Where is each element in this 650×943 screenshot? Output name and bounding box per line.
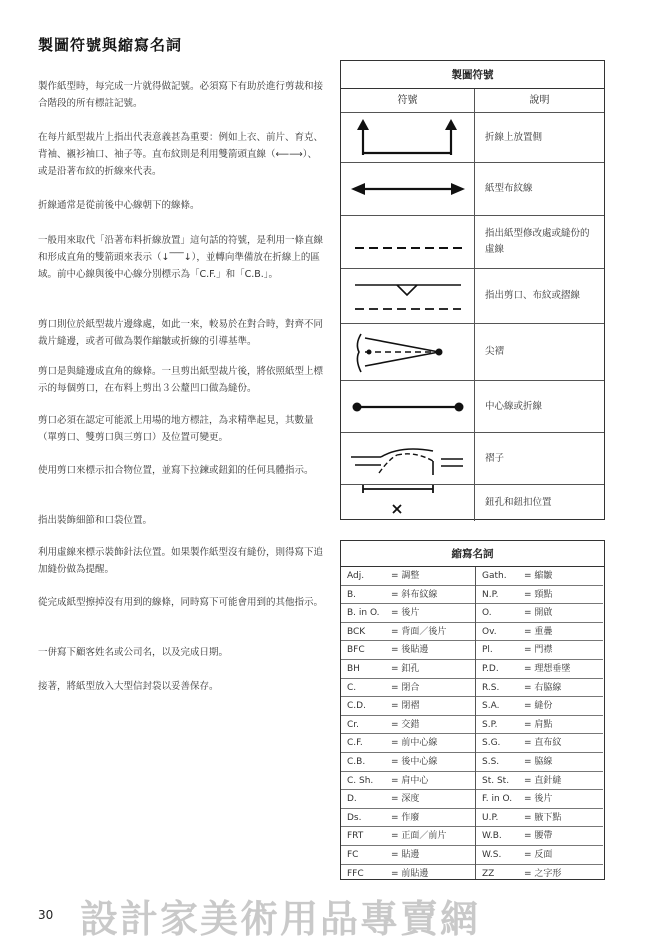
abbreviation-row — [341, 641, 475, 660]
abbreviation-meaning: = 斜布紋線 — [391, 589, 438, 600]
abbreviation-row — [341, 772, 475, 791]
abbreviation-meaning: = 閉合 — [391, 682, 420, 693]
paragraph: 剪口是與縫邊成直角的線條。一旦剪出紙型裁片後，將依照紙型上標示的每個剪口，在布料上剪出３公釐凹口做為縫份。 — [38, 366, 324, 394]
abbreviation: C. — [347, 682, 357, 693]
symbol-row — [341, 269, 604, 324]
abbreviation: Ov. — [482, 626, 497, 637]
abbreviation-meaning: = 交錯 — [391, 719, 420, 730]
abbreviation-meaning: = 貼邊 — [391, 850, 420, 860]
column-header-description: 說明 — [529, 95, 550, 106]
abbreviation-row — [476, 697, 603, 716]
symbols-table-title: 製圖符號 — [341, 61, 604, 89]
abbreviation-row — [476, 865, 603, 884]
abbreviation-meaning: = 理想垂墜 — [524, 664, 571, 674]
symbol-row — [341, 216, 604, 269]
abbreviation-row — [476, 567, 603, 586]
abbreviation: S.G. — [482, 738, 501, 749]
page-title: 製圖符號與縮寫名詞 — [38, 36, 183, 54]
abbreviation-row — [476, 641, 603, 660]
abbreviation: Pl. — [482, 645, 493, 656]
abbreviation-meaning: = 後貼邊 — [391, 645, 429, 656]
symbol-description: 紙型布紋線 — [485, 183, 533, 194]
abbreviation-meaning: = 之字形 — [524, 868, 562, 879]
grainline-icon — [341, 163, 475, 215]
abbreviation-meaning: = 背面／後片 — [391, 626, 447, 637]
watermark: 設計家美術用品專賣網 — [80, 897, 481, 941]
abbreviation-meaning: = 右脇線 — [524, 682, 562, 693]
paragraph: 利用虛線來標示裝飾針法位置。如果製作紙型沒有縫份，則得寫下追加縫份做為提醒。 — [38, 547, 324, 575]
abbreviation-row — [341, 586, 475, 605]
paragraph: 在每片紙型裁片上指出代表意義甚為重要：例如上衣、前片、育克、背袖、襯衫袖口、袖子等。直布紋則是利用雙箭頭直線（⟵⟶）、或是沿著布紋的折線來代表。 — [38, 132, 324, 177]
abbreviation-meaning: = 反面 — [524, 850, 553, 860]
symbol-description: 指出紙型修改處或縫份的虛線 — [485, 228, 590, 255]
abbreviation: W.B. — [482, 831, 502, 842]
symbol-description: 鈕孔和鈕扣位置 — [485, 497, 552, 508]
symbol-row — [341, 163, 604, 216]
abbreviation: O. — [482, 608, 492, 619]
abbreviation-meaning: = 直針縫 — [524, 775, 562, 786]
symbol-row — [341, 485, 604, 521]
abbreviation: P.D. — [482, 664, 499, 674]
abbreviation: BFC — [347, 645, 365, 656]
abbreviation: C.B. — [347, 757, 366, 767]
abbreviation-row — [341, 716, 475, 735]
abbreviation: N.P. — [482, 589, 499, 600]
abbreviation-meaning: = 重疊 — [524, 626, 553, 637]
abbreviation-meaning: = 正面／前片 — [391, 831, 447, 842]
abbreviation-meaning: = 腋下點 — [524, 812, 562, 823]
abbreviation-row — [476, 846, 603, 865]
abbreviation-row — [476, 809, 603, 828]
abbreviation-row — [476, 623, 603, 642]
abbreviation-meaning: = 後片 — [524, 794, 553, 805]
abbreviation-meaning: = 調整 — [391, 571, 420, 581]
abbreviation-meaning: = 腰帶 — [524, 831, 553, 842]
abbreviation-row — [341, 846, 475, 865]
abbreviation: S.A. — [482, 701, 500, 712]
abbreviation-row — [341, 753, 475, 772]
abbreviation: C.D. — [347, 701, 366, 712]
abbreviation-meaning: = 頸點 — [524, 589, 553, 600]
abbreviation: FC — [347, 850, 359, 860]
symbol-description: 褶子 — [485, 452, 505, 464]
abbreviation: D. — [347, 794, 357, 805]
paragraph: 製作紙型時，每完成一片就得做記號。必須寫下有助於進行剪裁和接合階段的所有標註記號。 — [38, 81, 324, 109]
abbreviation-meaning: = 前中心線 — [391, 738, 438, 749]
abbreviation: U.P. — [482, 812, 499, 823]
place-on-fold-icon — [341, 113, 475, 162]
abbreviation-row — [341, 697, 475, 716]
abbreviation-row — [341, 679, 475, 698]
abbreviation-meaning: = 後片 — [391, 608, 420, 619]
symbol-row — [341, 113, 604, 163]
abbreviation: B. — [347, 589, 357, 600]
abbreviation-row — [476, 660, 603, 679]
symbol-description: 指出剪口、布紋或摺線 — [485, 290, 581, 301]
abbreviation: R.S. — [482, 682, 500, 693]
dart-icon — [341, 324, 475, 380]
abbreviation-meaning: = 直布紋 — [524, 738, 562, 749]
abbreviation: B. in O. — [347, 608, 380, 619]
abbreviation: ZZ — [482, 868, 495, 879]
buttonhole-icon — [341, 485, 475, 521]
abbreviation: BH — [347, 664, 360, 674]
symbol-row — [341, 324, 604, 381]
symbols-table-header — [341, 89, 604, 113]
abbreviation: S.S. — [482, 757, 500, 767]
abbreviation: St. St. — [482, 775, 510, 786]
abbreviation-row — [476, 827, 603, 846]
abbreviation: FFC — [347, 868, 364, 879]
paragraph: 剪口必須在認定可能派上用場的地方標註，為求精準起見，其數量（單剪口、雙剪口與三剪口）及位置可變更。 — [38, 415, 314, 443]
paragraph: 指出裝飾細節和口袋位置。 — [38, 515, 153, 526]
abbreviation-row — [476, 772, 603, 791]
abbreviation: F. in O. — [482, 794, 513, 805]
abbreviation: Adj. — [347, 571, 365, 581]
notch-line-icon — [341, 269, 475, 323]
abbreviation-meaning: = 縮皺 — [524, 571, 553, 581]
abbreviation: Cr. — [347, 719, 360, 730]
abbreviation: BCK — [347, 626, 366, 637]
abbreviation-row — [341, 865, 475, 884]
abbreviation-row — [476, 679, 603, 698]
paragraph: 折線通常是從前後中心線朝下的線條。 — [38, 200, 200, 211]
symbol-row — [341, 381, 604, 433]
symbols-table — [340, 60, 605, 520]
abbreviation-meaning: = 閉褶 — [391, 701, 420, 712]
paragraph: 從完成紙型擦掉沒有用到的線條，同時寫下可能會用到的其他指示。 — [38, 597, 324, 608]
abbreviation-row — [341, 660, 475, 679]
abbreviation: C. Sh. — [347, 775, 374, 786]
center-line-icon — [341, 381, 475, 432]
abbreviation-row — [476, 753, 603, 772]
abbreviation-row — [476, 604, 603, 623]
symbol-description: 尖褶 — [485, 346, 505, 357]
abbreviation-row — [476, 586, 603, 605]
paragraph: 剪口則位於紙型裁片邊緣處，如此一來，較易於在對合時，對齊不同裁片縫邊，或者可做為製作縮皺或折線的引導基準。 — [38, 319, 324, 347]
abbreviation-row — [341, 604, 475, 623]
symbol-description: 折線上放置側 — [485, 131, 543, 143]
abbreviation: W.S. — [482, 850, 502, 860]
abbreviation-meaning: = 深度 — [391, 794, 420, 805]
abbreviation-meaning: = 前貼邊 — [391, 868, 429, 879]
abbreviation-meaning: = 肩中心 — [391, 775, 429, 786]
abbreviations-table — [340, 540, 605, 880]
abbreviation: Gath. — [482, 571, 507, 581]
page-number: 30 — [38, 908, 54, 922]
abbreviation-meaning: = 釦孔 — [391, 664, 420, 674]
abbreviation: Ds. — [347, 812, 362, 823]
abbreviations-table-title: 縮寫名詞 — [341, 541, 604, 567]
paragraph: 使用剪口來標示扣合物位置，並寫下拉鍊或鈕釦的任何具體指示。 — [38, 465, 314, 476]
abbreviation-row — [341, 734, 475, 753]
paragraph: 接著，將紙型放入大型信封袋以妥善保存。 — [38, 681, 219, 692]
abbreviation-meaning: = 脇線 — [524, 757, 553, 767]
abbreviation-meaning: = 肩點 — [524, 719, 553, 730]
abbreviation-meaning: = 後中心線 — [391, 757, 438, 767]
abbreviation: FRT — [347, 831, 364, 842]
abbreviation: C.F. — [347, 738, 363, 749]
paragraph: 一併寫下顧客姓名或公司名，以及完成日期。 — [38, 647, 229, 658]
abbreviation-meaning: = 作廢 — [391, 812, 420, 823]
abbreviation-meaning: = 門襟 — [524, 645, 553, 656]
abbreviation-row — [476, 790, 603, 809]
abbreviation: S.P. — [482, 719, 498, 730]
abbreviation-meaning: = 縫份 — [524, 701, 553, 712]
dashed-line-icon — [341, 216, 475, 268]
abbreviation-row — [341, 790, 475, 809]
abbreviation-row — [341, 567, 475, 586]
abbreviation-meaning: = 開啟 — [524, 608, 553, 619]
abbreviation-row — [476, 734, 603, 753]
abbreviation-row — [341, 809, 475, 828]
abbreviation-row — [341, 827, 475, 846]
abbreviation-row — [476, 716, 603, 735]
symbol-description: 中心線或折線 — [485, 400, 543, 412]
abbreviation-row — [341, 623, 475, 642]
column-header-symbol: 符號 — [341, 89, 475, 112]
paragraph: 一般用來取代「沿著布料折線放置」這句話的符號，是利用一條直線和形成直角的雙箭頭來表示（↓‾‾‾↓），並轉向準備放在折線上的區域。前中心線與後中心線分別標示為「C.F.」和「C.B.」。 — [38, 235, 324, 280]
